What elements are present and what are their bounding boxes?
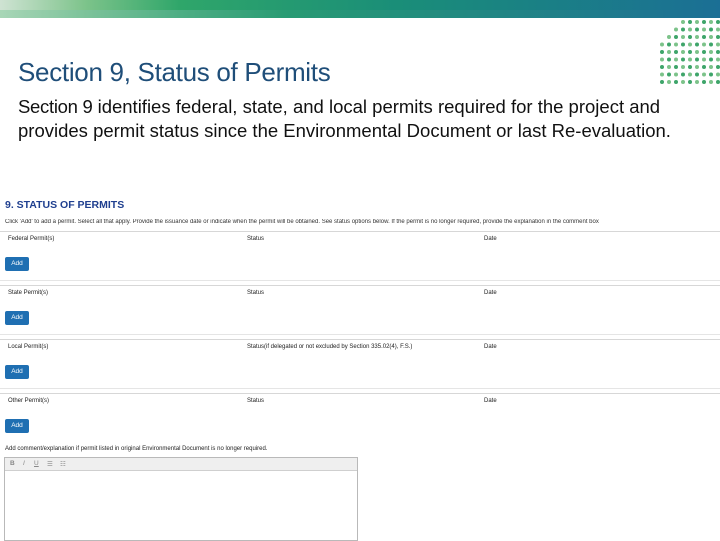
state-permit-type-label: State Permit(s) <box>8 290 49 296</box>
other-permits-section <box>0 393 720 448</box>
top-decorative-strip <box>0 10 720 18</box>
slide-body <box>18 95 708 143</box>
add-federal-permit-button[interactable]: Add <box>5 257 29 271</box>
federal-permits-header <box>0 231 720 246</box>
add-state-permit-button[interactable]: Add <box>5 311 29 325</box>
comment-editor <box>4 457 358 541</box>
federal-permit-type-label: Federal Permit(s) <box>8 236 55 242</box>
local-permit-date-label: Date <box>484 344 497 350</box>
panel-heading: 9. STATUS OF PERMITS <box>5 199 125 211</box>
state-permit-date-label: Date <box>484 290 497 296</box>
editor-toolbar <box>5 458 357 471</box>
local-permit-type-label: Local Permit(s) <box>8 344 49 350</box>
bulleted-list-icon[interactable]: ☰ <box>47 461 53 468</box>
decorative-dot-pattern <box>658 18 720 88</box>
bold-icon[interactable]: B <box>10 460 15 467</box>
section-divider <box>0 388 720 389</box>
slide-title: Section 9, Status of Permits <box>18 57 331 87</box>
comment-text-area[interactable] <box>5 471 357 540</box>
state-permit-status-label: Status <box>247 290 265 296</box>
state-permits-header <box>0 285 720 300</box>
add-other-permit-button[interactable]: Add <box>5 419 29 433</box>
federal-permits-section <box>0 231 720 286</box>
slide-body-text: identifies federal, state, and local permits required for the project and provides permit status since the Environmental Document or last Re-evaluation. <box>18 96 671 141</box>
panel-instructions: Click 'Add' to add a permit. Select all that apply. Provide the issuance date or indicate when the permit will be obtained. See status options below. If the permit is no longer required, provide the explanation in the comment box <box>5 219 599 225</box>
other-permit-date-label: Date <box>484 398 497 404</box>
permits-form-panel <box>0 195 720 540</box>
underline-icon[interactable]: U <box>34 460 39 467</box>
section-divider <box>0 280 720 281</box>
local-permits-section <box>0 339 720 394</box>
other-permit-status-label: Status <box>247 398 265 404</box>
italic-icon[interactable]: I <box>23 460 25 467</box>
federal-permit-status-label: Status <box>247 236 265 242</box>
slide-body-lead: Section 9 <box>18 96 93 117</box>
other-permits-header <box>0 393 720 408</box>
local-permit-status-label: Status(if delegated or not excluded by Section 335.02(4), F.S.) <box>247 344 413 350</box>
federal-permit-date-label: Date <box>484 236 497 242</box>
state-permits-section <box>0 285 720 340</box>
comment-field-label: Add comment/explanation if permit listed in original Environmental Document is no longer required. <box>5 446 268 452</box>
section-divider <box>0 334 720 335</box>
numbered-list-icon[interactable]: ☷ <box>60 461 66 468</box>
other-permit-type-label: Other Permit(s) <box>8 398 50 404</box>
local-permits-header <box>0 339 720 354</box>
add-local-permit-button[interactable]: Add <box>5 365 29 379</box>
